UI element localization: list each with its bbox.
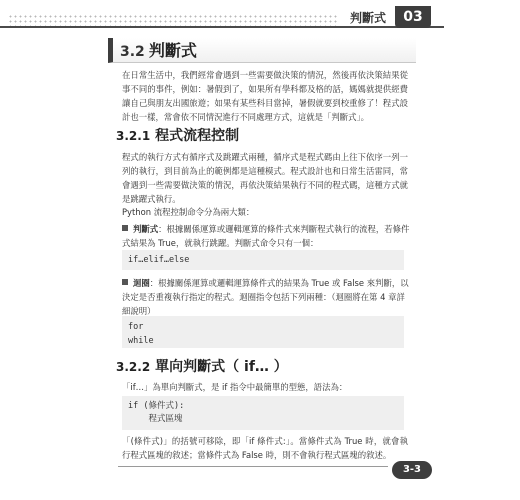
code-block-loops: for while: [122, 316, 404, 348]
bullet-loop-text: ：根據關係運算或邏輯運算條件式的結果為 True 或 False 來判斷，以決定是否重複執行指定的程式。迴圈指令包括下列兩種：（迴圈將在第 4 章詳細說明）: [122, 278, 409, 316]
code-line-block: 程式區塊: [128, 414, 183, 424]
flow-control-categories-intro: Python 流程控制命令分為兩大類：: [122, 207, 255, 217]
subsection-1-heading: [116, 125, 239, 145]
section-title: 判斷式: [148, 41, 197, 60]
bullet-conditional-term: 判斷式: [133, 224, 159, 234]
if-explanation: 「(條件式)」的括號可移除，即「if 條件式:」。當條件式為 True 時，就會執行程式區塊的敘述；當條件式為 False 時，則不會執行程式區塊的敘述。: [122, 436, 408, 460]
footer-rule: [118, 466, 388, 467]
section-intro: 在日常生活中，我們經常會遇到一些需要做決策的情況，然後再依決策結果從事不同的事件，例如：暑假到了，如果所有學科都及格的話，媽媽就提供經費讓自己與朋友出國旅遊；如果有某些科目當掉，暑假就要到校重修了！程式設計也一樣，常會依不同情況進行不同處理方式，這就是「判斷式」。: [122, 70, 408, 122]
code-line-if: if (條件式):: [128, 401, 185, 411]
section-heading: [108, 38, 416, 63]
bullet-loop: [122, 276, 410, 318]
bullet-conditional-text: ：根據關係運算或邏輯運算的條件式來判斷程式執行的流程，若條件式結果為 True，就執行跳躍。判斷式命令只有一個：: [122, 224, 410, 248]
flow-control-paragraph: 程式的執行方式有循序式及跳躍式兩種，循序式是程式碼由上往下依序一列一列的執行，到目前為止的範例都是這種模式。程式設計也和日常生活雷同，常會遇到一些需要做決策的情況，再依決策結果執行不同的程式碼，這種方式就是跳躍式執行。: [122, 152, 408, 204]
subsection-2-heading: [116, 356, 288, 376]
bullet-loop-term: 迴圈: [133, 278, 150, 288]
subsection-1-title: 程式流程控制: [155, 128, 240, 144]
chapter-label: 判斷式: [350, 11, 387, 25]
code-block-if-syntax: [122, 396, 404, 430]
bullet-conditional: [122, 222, 410, 250]
page-number-badge: 3-3: [392, 461, 432, 479]
bullet-square-icon: [122, 225, 128, 231]
chapter-number-badge: 03: [395, 6, 431, 28]
subsection-2-title: 單向判斷式（ if… ）: [155, 359, 288, 375]
if-syntax-intro: 「if…」為單向判斷式，是 if 指令中最簡單的型態，語法為：: [122, 382, 348, 392]
section-number: 3.2: [120, 44, 145, 60]
subsection-2-number: 3.2.2: [116, 360, 151, 374]
bullet-square-icon: [122, 279, 128, 285]
code-block-if-elif-else: if…elif…else: [122, 250, 404, 270]
subsection-1-number: 3.2.1: [116, 129, 151, 143]
